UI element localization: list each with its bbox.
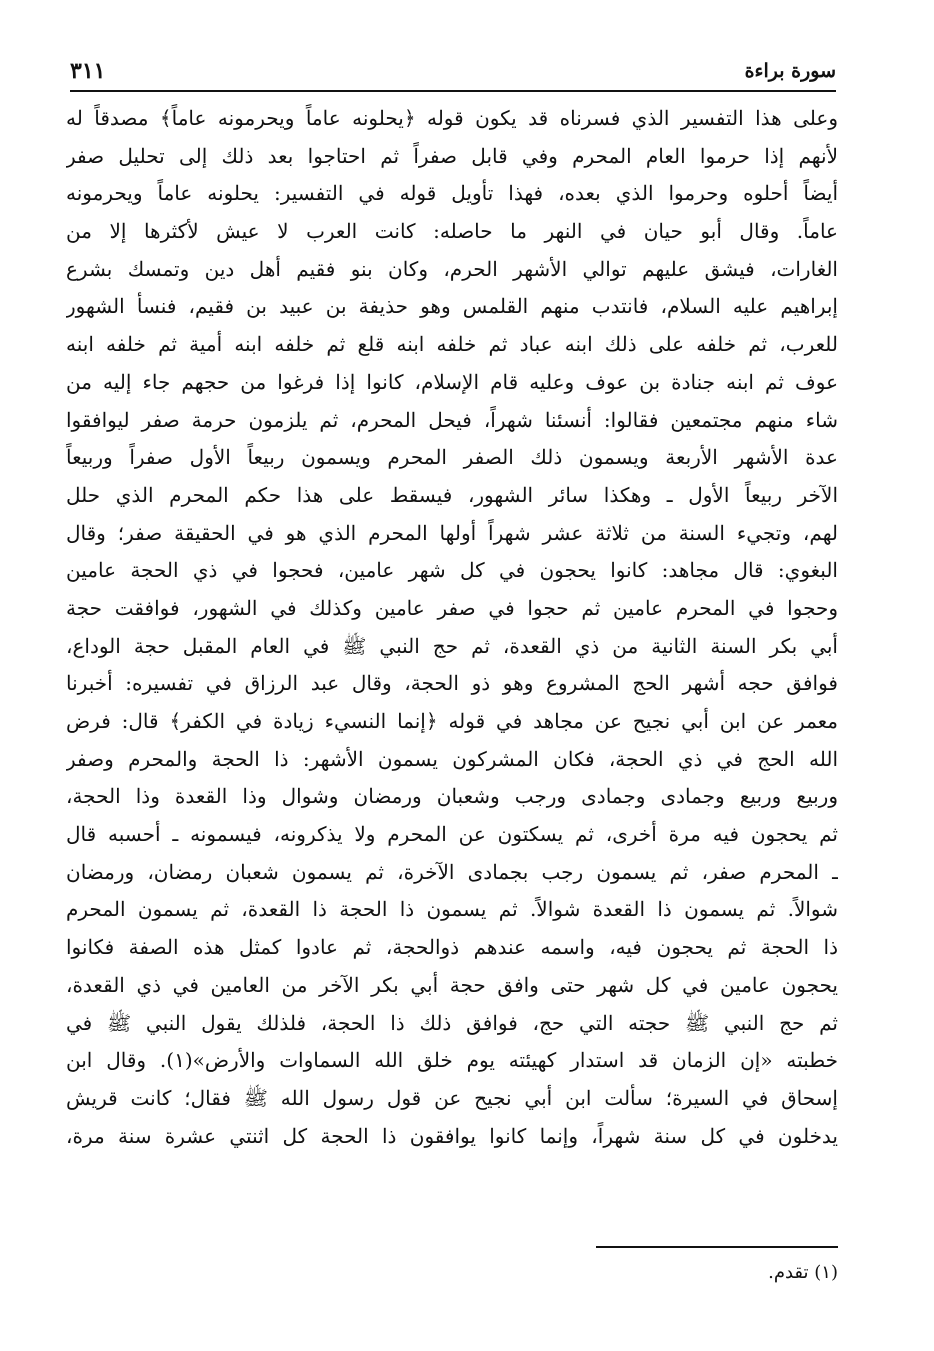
text-line: يدخلون في كل سنة شهراً، وإنما كانوا يوافقون ذا الحجة كل اثنتي عشرة سنة مرة،	[66, 1123, 838, 1148]
text-line: وحجوا في المحرم عامين ثم حجوا في صفر عامين وكذلك في الشهور، فوافقت حجة	[66, 595, 838, 620]
page-header	[70, 56, 836, 92]
footnote-divider	[596, 1246, 838, 1248]
text-line: البغوي: قال مجاهد: كانوا يحجون في كل شهر عامين، فحجوا في ذي الحجة عامين	[66, 558, 838, 583]
text-line: ثم حج النبي ﷺ حجته التي حج، فوافق ذلك ذا الحجة، فلذلك يقول النبي ﷺ في	[66, 1010, 838, 1035]
text-line: لأنهم إذا حرموا العام المحرم وفي قابل صفراً ثم احتاجوا بعد ذلك إلى تحليل صفر	[66, 143, 838, 168]
text-line: أبي بكر السنة الثانية من ذي القعدة، ثم حج النبي ﷺ في العام المقبل حجة الوداع،	[66, 633, 838, 658]
text-line: عاماً. وقال أبو حيان في النهر ما حاصله: كانت العرب لا عيش لأكثرها إلا من	[66, 219, 838, 244]
text-line: فوافق حجه أشهر الحج المشروع وهو ذو الحجة، وقال عبد الرزاق في تفسيره: أخبرنا	[66, 671, 838, 696]
text-line: خطبته «إن الزمان قد استدار كهيئته يوم خلق الله السماوات والأرض»(١). وقال ابن	[66, 1048, 838, 1073]
text-line: شوالاً. ثم يسمون ذا القعدة شوالاً. ثم يسمون ذا الحجة ذا القعدة، ثم يسمون المحرم	[66, 897, 838, 922]
footnote: (١) تقدم.	[768, 1262, 838, 1283]
text-line: أيضاً أحلوه وحرموا الذي بعده، فهذا تأويل قوله في التفسير: يحلونه عاماً ويحرمونه	[66, 181, 838, 206]
body-text	[66, 100, 838, 1155]
text-line: ذا الحجة ثم يحجون فيه، واسمه عندهم ذوالحجة، ثم عادوا كمثل هذه الصفة فكانوا	[66, 935, 838, 960]
text-line: ثم يحجون فيه مرة أخرى، ثم يسكتون عن المحرم ولا يذكرونه، فيسمونه ـ أحسبه قال	[66, 822, 838, 847]
header-divider	[70, 90, 836, 92]
text-line: شاء منهم مجتمعين فقالوا: أنسئنا شهراً، فيحل المحرم، ثم يلزمون حرمة صفر ليوافقوا	[66, 407, 838, 432]
text-line: إبراهيم عليه السلام، فانتدب منهم القلمس وهو حذيفة بن عبيد بن فقيم، فنسأ الشهور	[66, 294, 838, 319]
text-line: إسحاق في السيرة؛ سألت ابن أبي نجيح عن قول رسول الله ﷺ فقال؛ كانت قريش	[66, 1085, 838, 1110]
text-line: وعلى هذا التفسير الذي فسرناه قد يكون قوله ﴿يحلونه عاماً ويحرمونه عاماً﴾ مصدقاً له	[66, 106, 838, 130]
text-line: الآخر ربيعاً الأول ـ وهكذا سائر الشهور، فيسقط على هذا حكم المحرم الذي حلل	[66, 482, 838, 507]
text-line: يحجون عامين في كل شهر حتى وافق حجة أبي بكر الآخر من العامين في ذي القعدة،	[66, 972, 838, 997]
text-line: معمر عن ابن أبي نجيح عن مجاهد في قوله ﴿إنما النسيء زيادة في الكفر﴾ قال: فرض	[66, 709, 838, 733]
surah-title: سورة براءة	[744, 60, 836, 82]
text-line: الغارات، فيشق عليهم توالي الأشهر الحرم، وكان بنو فقيم أهل دين وتمسك بشرع	[66, 256, 838, 281]
text-line: لهم، وتجيء السنة من ثلاثة عشر شهراً أولها المحرم الذي هو في الحقيقة صفر؛ وقال	[66, 520, 838, 545]
text-line: ـ المحرم صفر، ثم يسمون رجب بجمادى الآخرة، ثم يسمون شعبان رمضان، ورمضان	[66, 859, 838, 884]
text-line: الله الحج في ذي الحجة، فكان المشركون يسمون الأشهر: ذا الحجة والمحرم وصفر	[66, 746, 838, 771]
text-line: وربيع وربيع وجمادى وجمادى ورجب وشعبان ورمضان وشوال وذا القعدة وذا الحجة،	[66, 784, 838, 809]
text-line: للعرب، ثم خلفه على ذلك ابنه عباد ثم خلفه ابنه قلع ثم خلفه ابنه أمية ثم خلفه ابنه	[66, 332, 838, 357]
page-number: ٣١١	[70, 58, 106, 84]
text-line: عدة الأشهر الأربعة ويسمون ذلك الصفر المحرم ويسمون ربيعاً الأول صفراً وربيعاً	[66, 445, 838, 470]
text-line: عوف ثم ابنه جنادة بن عوف وعليه قام الإسلام، كانوا إذا فرغوا من حجهم جاء إليه من	[66, 369, 838, 394]
